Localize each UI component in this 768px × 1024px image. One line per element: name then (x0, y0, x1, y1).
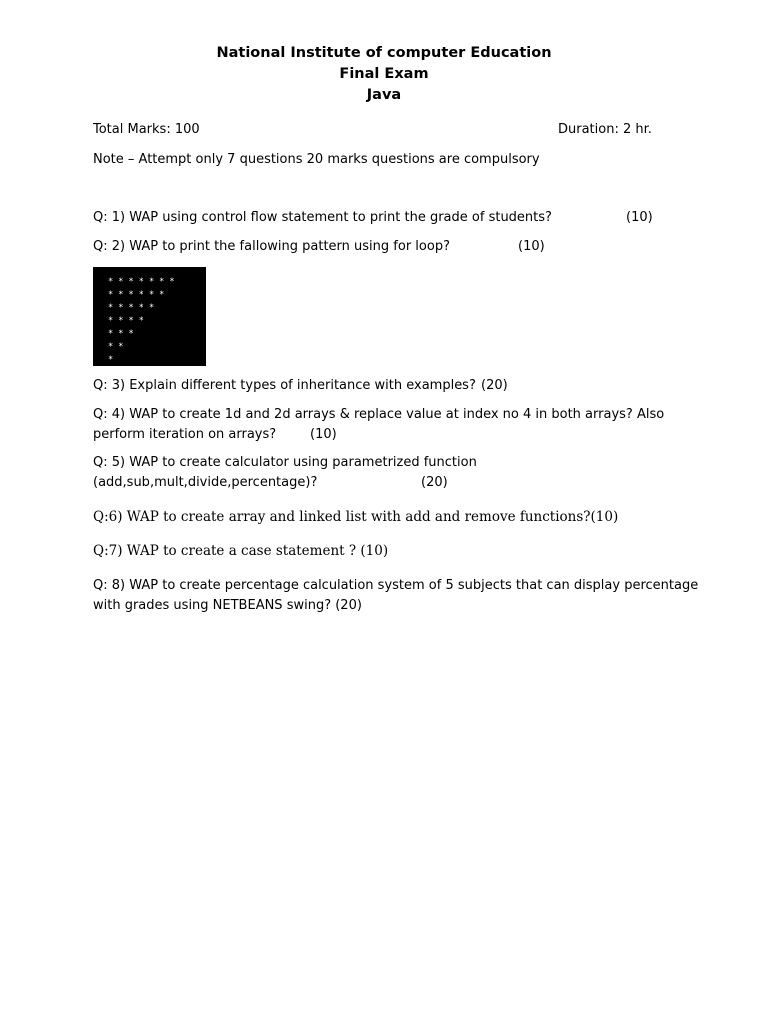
pattern-row: * * * * (108, 316, 144, 326)
subject-title: Java (366, 87, 402, 103)
question-8-line-1: Q: 8) WAP to create percentage calculation system of 5 subjects that can display percentage (93, 578, 699, 593)
duration: Duration: 2 hr. (558, 122, 652, 137)
institute-title: National Institute of computer Education (216, 45, 552, 61)
note: Note – Attempt only 7 questions 20 marks questions are compulsory (93, 152, 540, 167)
pattern-row: * * * * * * (108, 290, 165, 300)
question-8-line-2: with grades using NETBEANS swing? (20) (93, 598, 362, 613)
pattern-row: * * * (108, 329, 134, 339)
question-5-marks: (20) (421, 475, 448, 490)
question-4-marks: (10) (310, 427, 337, 442)
pattern-row: * * (108, 342, 124, 352)
pattern-row: * * * * * * * (108, 277, 175, 287)
pattern-image (93, 267, 206, 366)
question-3-marks: (20) (481, 378, 508, 393)
question-5-line-2: (add,sub,mult,divide,percentage)? (93, 475, 318, 490)
question-6: Q:6) WAP to create array and linked list with add and remove functions?(10) (93, 509, 619, 525)
exam-title: Final Exam (339, 66, 429, 82)
question-7: Q:7) WAP to create a case statement ? (10) (93, 543, 389, 559)
question-2: Q: 2) WAP to print the fallowing pattern using for loop? (93, 239, 450, 254)
question-5-line-1: Q: 5) WAP to create calculator using parametrized function (93, 455, 477, 470)
question-4-line-1: Q: 4) WAP to create 1d and 2d arrays & replace value at index no 4 in both arrays? Also (93, 407, 665, 422)
question-1: Q: 1) WAP using control flow statement to print the grade of students? (93, 210, 552, 225)
pattern-row: * * * * * (108, 303, 155, 313)
question-4-line-2: perform iteration on arrays? (93, 427, 277, 442)
pattern-row: * (108, 355, 114, 365)
question-3: Q: 3) Explain different types of inheritance with examples? (93, 378, 476, 393)
total-marks: Total Marks: 100 (93, 122, 200, 137)
question-2-marks: (10) (518, 239, 545, 254)
question-1-marks: (10) (626, 210, 653, 225)
